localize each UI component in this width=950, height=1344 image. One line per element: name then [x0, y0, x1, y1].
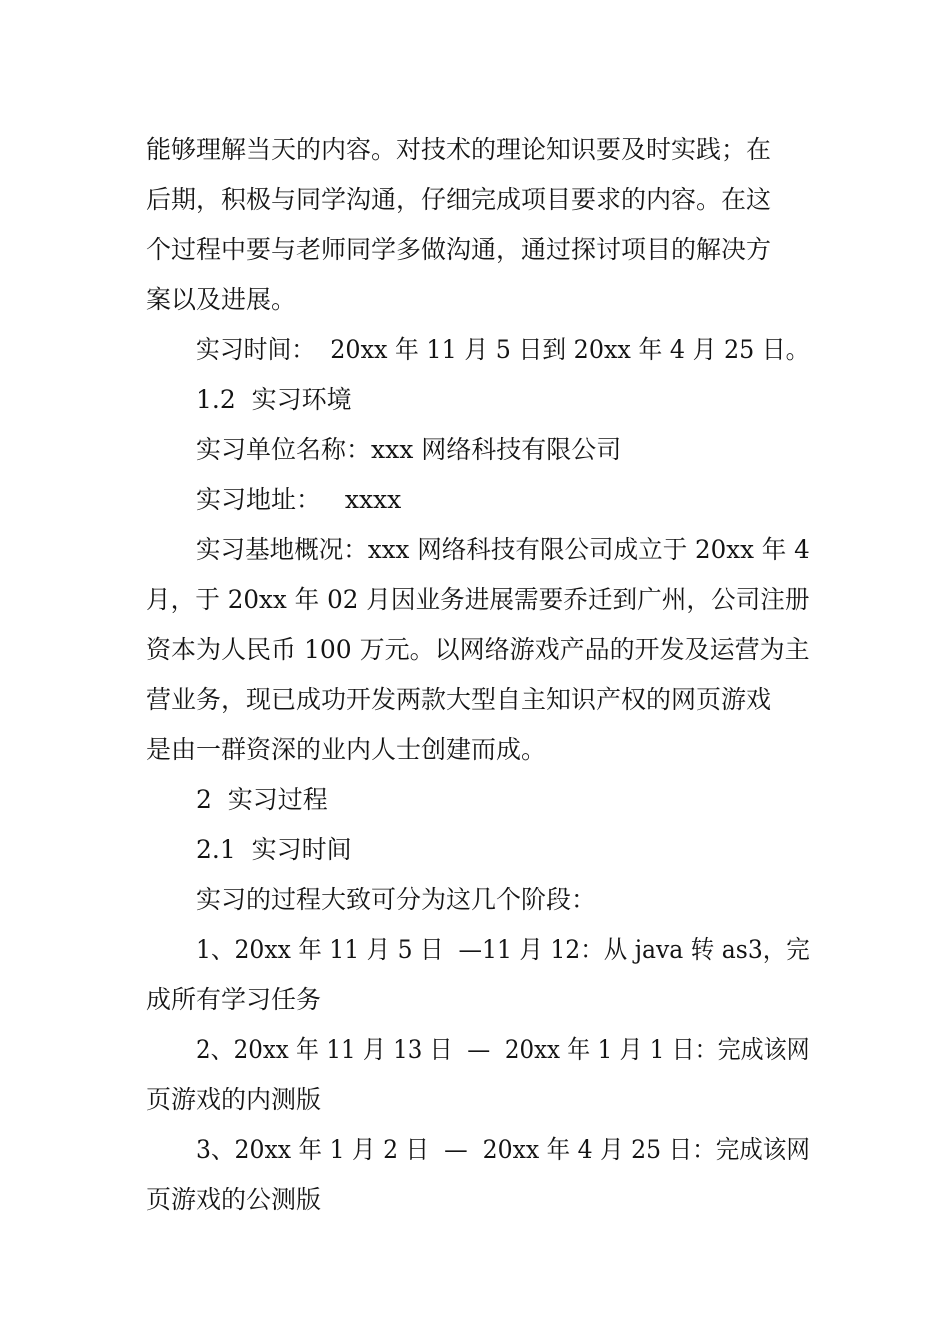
- internship-time: 实习时间： 20xx 年 11 月 5 日到 20xx 年 4 月 25 日。: [196, 335, 810, 364]
- paragraph-line: 案以及进展。: [146, 285, 297, 314]
- list-item: 2、20xx 年 11 月 13 日 — 20xx 年 1 月 1 日：完成该网: [196, 1035, 810, 1064]
- list-item: 1、20xx 年 11 月 5 日 —11 月 12：从 java 转 as3，完: [196, 935, 810, 964]
- list-item: 3、20xx 年 1 月 2 日 — 20xx 年 4 月 25 日：完成该网: [196, 1135, 810, 1164]
- list-item-continuation: 页游戏的公测版: [146, 1185, 322, 1214]
- list-item-continuation: 页游戏的内测版: [146, 1085, 322, 1114]
- paragraph-line: 是由一群资深的业内人士创建而成。: [146, 735, 547, 764]
- company-name: 实习单位名称：xxx 网络科技有限公司: [196, 435, 622, 464]
- paragraph-line: 实习基地概况：xxx 网络科技有限公司成立于 20xx 年 4: [196, 535, 810, 564]
- section-heading: 2 实习过程: [196, 785, 328, 814]
- paragraph-line: 个过程中要与老师同学多做沟通，通过探讨项目的解决方: [146, 235, 772, 264]
- paragraph-line: 实习的过程大致可分为这几个阶段：: [196, 885, 597, 914]
- list-item-continuation: 成所有学习任务: [146, 985, 322, 1014]
- paragraph-line: 月，于 20xx 年 02 月因业务进展需要乔迁到广州，公司注册: [146, 585, 810, 614]
- paragraph-line: 能够理解当天的内容。对技术的理论知识要及时实践；在: [146, 135, 772, 164]
- section-heading: 1.2 实习环境: [196, 385, 352, 414]
- paragraph-line: 营业务，现已成功开发两款大型自主知识产权的网页游戏: [146, 685, 772, 714]
- paragraph-line: 后期，积极与同学沟通，仔细完成项目要求的内容。在这: [146, 185, 772, 214]
- paragraph-line: 资本为人民币 100 万元。以网络游戏产品的开发及运营为主: [146, 635, 810, 664]
- section-heading: 2.1 实习时间: [196, 835, 352, 864]
- internship-address: 实习地址： xxxx: [196, 485, 402, 514]
